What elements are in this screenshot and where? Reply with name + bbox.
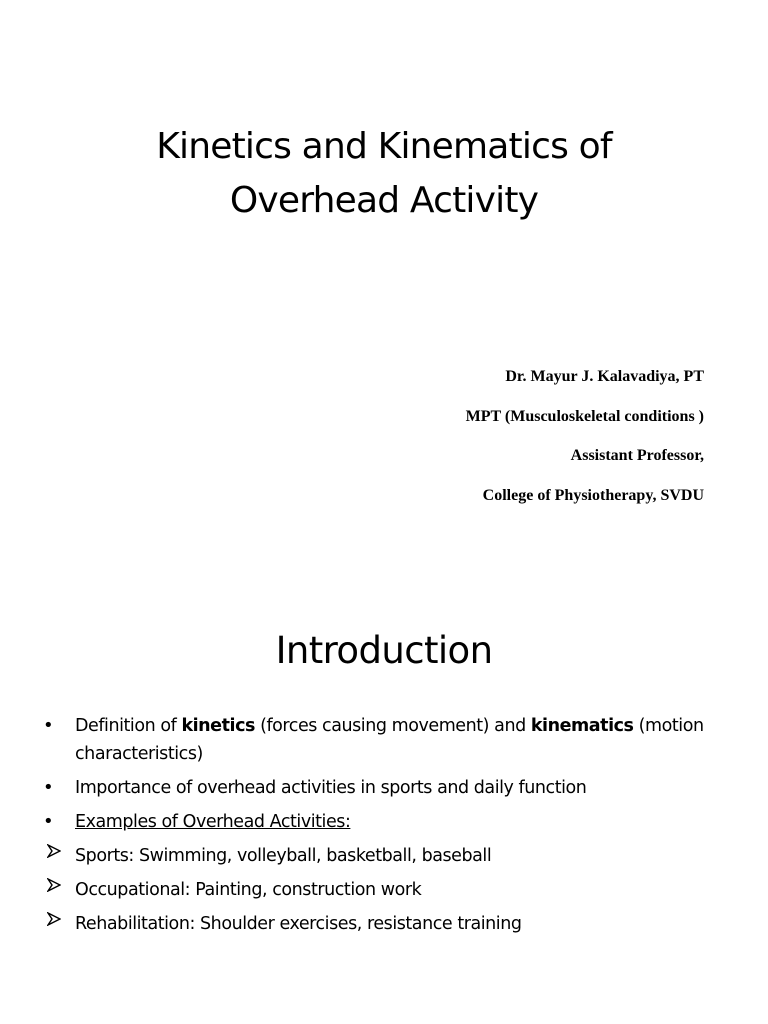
author-block: [466, 364, 704, 522]
arrow-bullet-icon: [47, 844, 61, 858]
definition-prefix: Definition of: [75, 716, 182, 736]
bullet-dot-icon: •: [43, 811, 54, 832]
term-kinematics: kinematics: [530, 716, 634, 736]
author-institution: College of Physiotherapy, SVDU: [482, 486, 704, 504]
bullet-example-occupational: [0, 876, 768, 904]
bullet-examples-label: [0, 808, 768, 836]
section-heading: Introduction: [275, 629, 493, 672]
bullet-dot-icon: •: [43, 777, 54, 798]
term-kinetics: kinetics: [181, 716, 255, 736]
bullet-example-rehabilitation: [0, 910, 768, 938]
example-text: Occupational: Painting, construction work: [75, 880, 422, 900]
bullet-list: [0, 712, 768, 944]
bullet-example-sports: [0, 842, 768, 870]
author-name: Dr. Mayur J. Kalavadiya, PT: [505, 368, 704, 385]
arrow-bullet-icon: [47, 878, 61, 892]
bullet-dot-icon: •: [43, 715, 54, 736]
author-degree: MPT (Musculoskeletal conditions ): [465, 407, 704, 425]
example-text: Rehabilitation: Shoulder exercises, resistance training: [75, 914, 522, 934]
example-text: Sports: Swimming, volleyball, basketball, baseball: [75, 846, 492, 866]
definition-middle: (forces causing movement) and: [254, 716, 531, 736]
author-position: Assistant Professor,: [570, 447, 704, 464]
definition-suffix: (motion characteristics): [75, 716, 704, 764]
slide-title-line-2: Overhead Activity: [229, 180, 539, 221]
bullet-importance: [0, 774, 768, 802]
slide-title: [0, 120, 768, 228]
bullet-definition: [0, 712, 768, 768]
arrow-bullet-icon: [47, 912, 61, 926]
importance-text: Importance of overhead activities in sports and daily function: [75, 778, 587, 798]
examples-label: Examples of Overhead Activities:: [75, 812, 351, 832]
slide-title-line-1: Kinetics and Kinematics of: [156, 126, 612, 167]
